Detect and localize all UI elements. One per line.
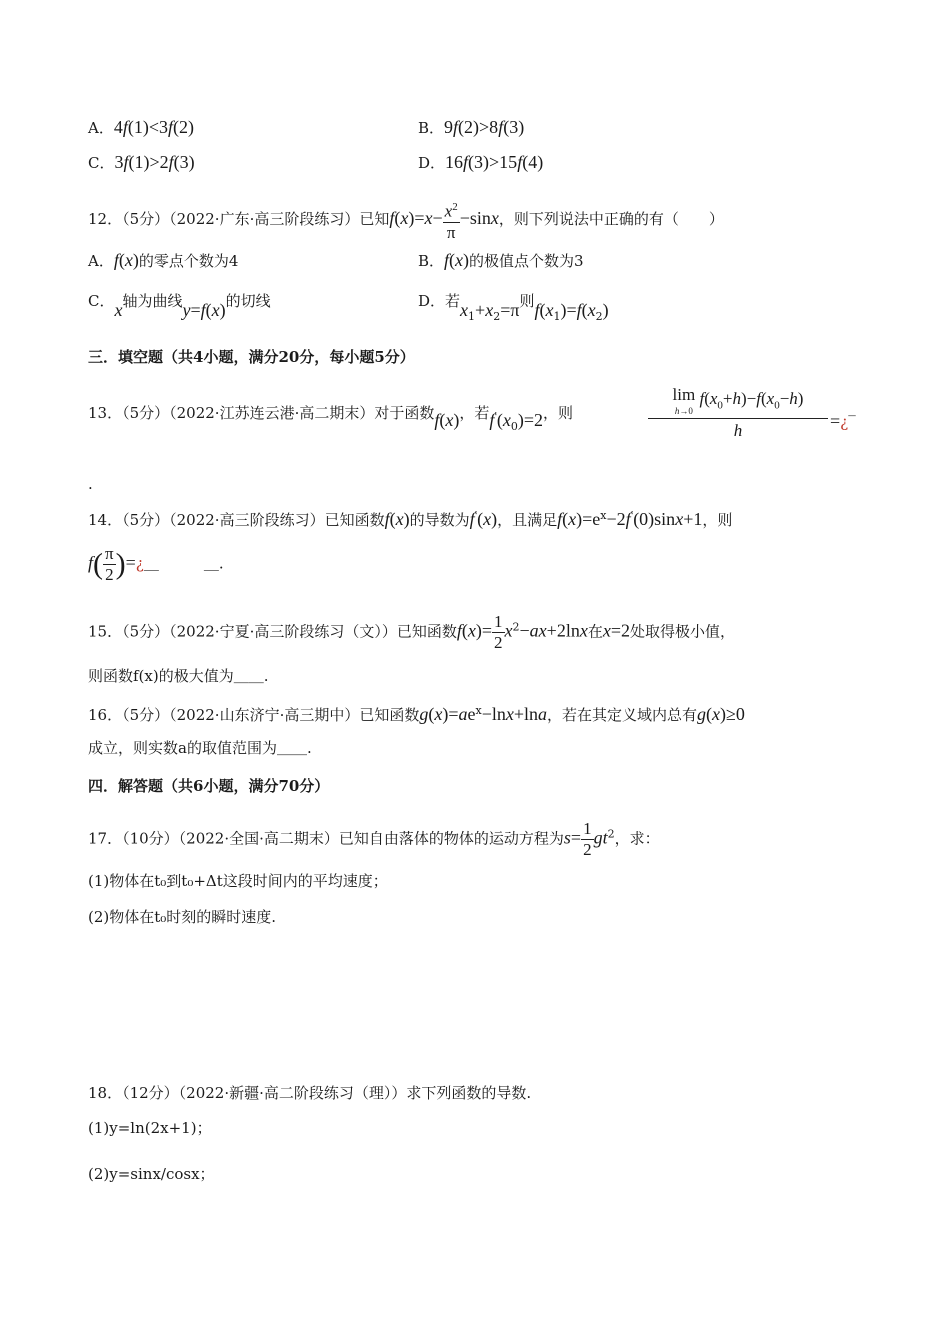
q13-answer-blank: =¿‾ — [830, 411, 856, 431]
q11-option-b: B．9f(2)>8f(3) — [418, 117, 525, 137]
q13-limit-expression: lim h→0 $f(x_0+h)-f(x_0-h)$ h — [648, 388, 828, 443]
q12-option-d: D．若$x_1+x_2=\pi$则$f(x_1)=f(x_2)$ — [418, 292, 609, 323]
section-3-heading: 三．填空题（共4小题，满分20分，每小题5分） — [88, 348, 415, 366]
section-4-heading: 四．解答题（共6小题，满分70分） — [88, 777, 330, 795]
q11-option-d: D．16f(3)>15f(4) — [418, 152, 544, 172]
q15-stem: 15．（5分）（2022·宁夏·高三阶段练习（文））已知函数f(x)= $\frac{1}{2}$ $x^2-ax+2\ln x$在x=2处取得极小值， — [88, 612, 736, 652]
q12-stem: 12．（5分）（2022·广东·高三阶段练习）已知f(x)=x− $\frac{x^2}{\pi}$ −sinx，则下列说法中正确的有（ ） — [88, 197, 890, 243]
q12-option-b: B．f(x)的极值点个数为3 — [418, 250, 584, 270]
q18-stem: 18．（12分）（2022·新疆·高二阶段练习（理））求下列函数的导数. — [88, 1084, 532, 1102]
q17-part2: (2)物体在t₀时刻的瞬时速度. — [88, 908, 277, 926]
q11-option-c: C．3f(1)>2f(3) — [88, 152, 195, 172]
q16-line2: 成立，则实数a的取值范围为＿＿. — [88, 739, 312, 757]
q14-value-line: f( $\frac{\pi}{2}$ )=¿＿ ＿. — [88, 544, 224, 584]
q12-option-a: A．f(x)的零点个数为4 — [88, 250, 239, 270]
q13-tail: . — [88, 475, 93, 493]
q16-stem: 16．（5分）（2022·山东济宁·高三期中）已知函数$g(x)=ae^x-\ln x+\ln a$，若在其定义域内总有g(x)≥0 — [88, 704, 745, 724]
q18-part1: (1)y=ln(2x+1)； — [88, 1119, 212, 1137]
q11-option-a: A．4f(1)<3f(2) — [88, 117, 195, 137]
q15-line2: 则函数f(x)的极大值为＿＿. — [88, 667, 269, 685]
q17-stem: 17．（10分）（2022·全国·高二期末）已知自由落体的物体的运动方程为s= $\frac{1}{2}$ $gt^2$，求： — [88, 819, 660, 859]
q13-stem: 13．（5分）（2022·江苏连云港·高二期末）对于函数f(x)，若$f'(x_0)=2$，则 — [88, 404, 574, 433]
q12-option-c: C．x轴为曲线y=f(x)的切线 — [88, 292, 271, 320]
q14-stem: 14．（5分）（2022·高三阶段练习）已知函数f(x)的导数为f′(x)，且满足$f(x)=e^x-2f'(0)\sin x+1$，则 — [88, 509, 733, 529]
q18-part2: (2)y=sinx/cosx； — [88, 1165, 215, 1183]
q17-part1: (1)物体在t₀到t₀+Δt这段时间内的平均速度； — [88, 872, 388, 890]
